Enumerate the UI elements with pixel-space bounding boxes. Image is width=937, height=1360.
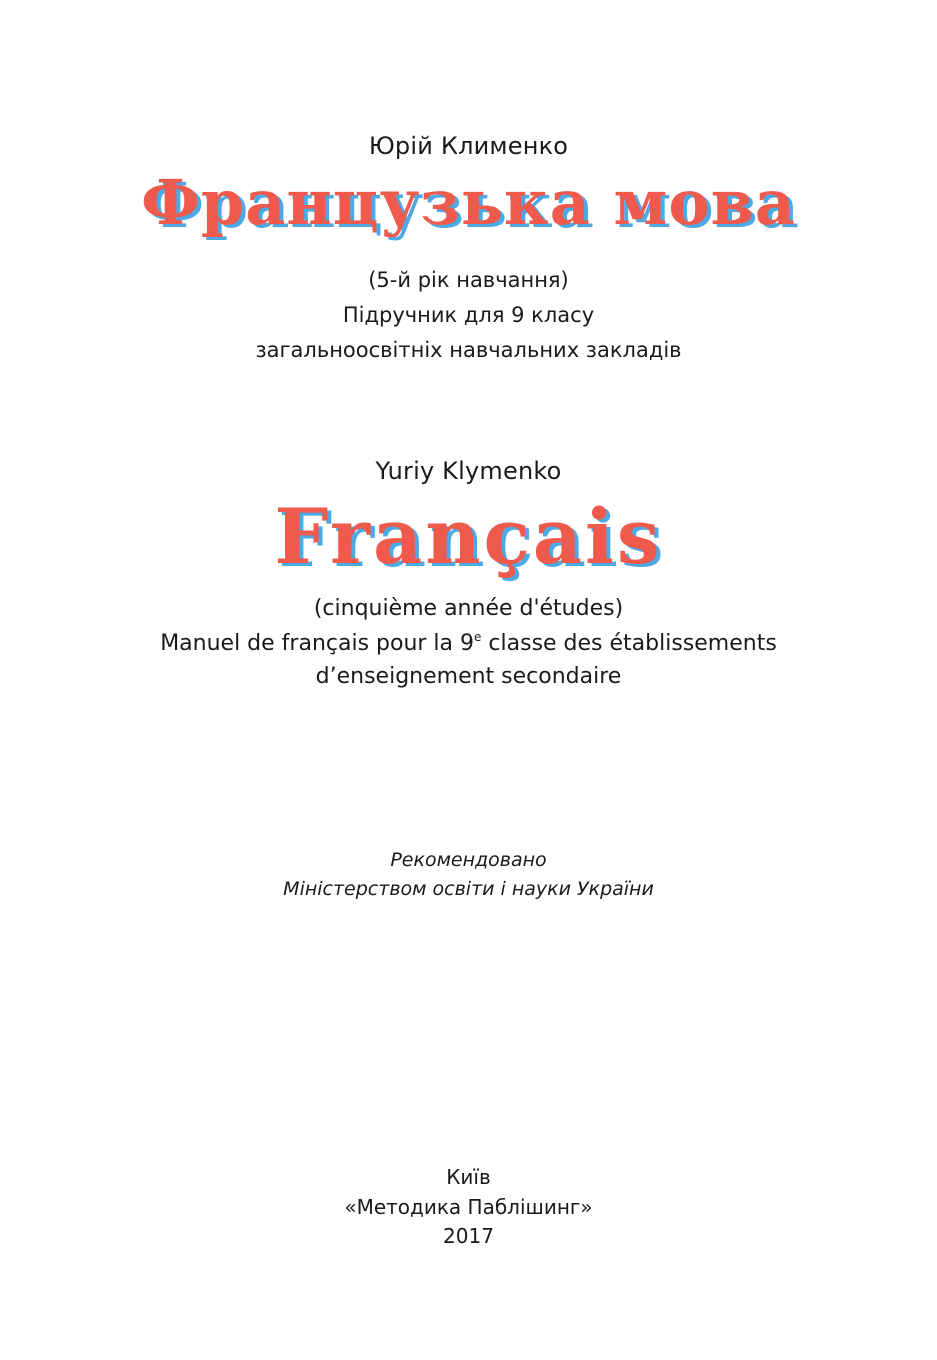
recommendation-line-2: Міністерством освіти і науки України — [283, 878, 654, 900]
publication-year: 2017 — [443, 1224, 494, 1248]
author-ua: Юрій Клименко — [368, 132, 569, 160]
subtitle-fr-grade — [0, 630, 937, 656]
publisher-city: Київ — [446, 1165, 491, 1189]
subtitle-ua-grade: Підручник для 9 класу — [342, 303, 595, 327]
recommendation-line-1: Рекомендовано — [390, 849, 547, 871]
publisher-name: «Методика Паблішинг» — [344, 1195, 593, 1219]
subtitle-fr-year: (cinquième année d'études) — [313, 596, 624, 621]
subtitle-ua-year: (5-й рік навчання) — [368, 268, 569, 292]
subtitle-fr-grade-end: classe des établissements — [481, 631, 777, 656]
author-fr: Yuriy Klymenko — [375, 457, 562, 485]
subtitle-fr-schools: d’enseignement secondaire — [315, 664, 622, 689]
superscript-e: e — [474, 630, 482, 644]
subtitle-fr-grade-start: Manuel de français pour la 9 — [160, 631, 475, 656]
book-title-ua: Французька мова — [141, 166, 796, 239]
book-title-fr: Français — [274, 492, 663, 581]
subtitle-ua-schools: загальноосвітніх навчальних закладів — [255, 338, 682, 362]
